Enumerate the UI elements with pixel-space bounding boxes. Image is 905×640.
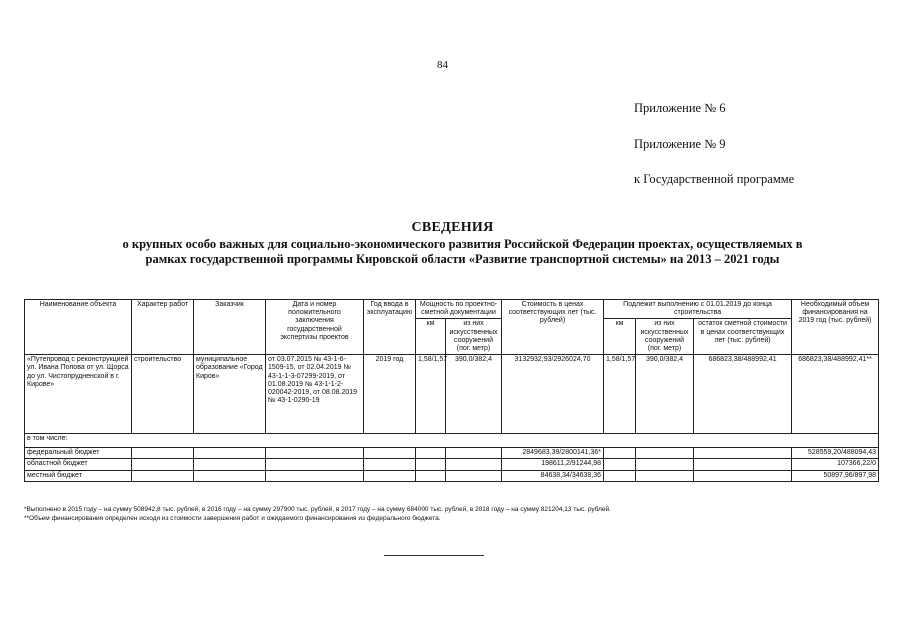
row-cost: 198611,2/91244,98	[502, 459, 604, 470]
subtitle-line-2: рамках государственной программы Кировской области «Развитие транспортной системы» на 2013 – 2021 годы	[145, 252, 780, 266]
header-capacity-km: км	[416, 319, 446, 355]
table-row	[25, 448, 879, 459]
project-complete-remainder: 686823,38/488992,41	[694, 355, 792, 434]
header-character: Характер работ	[132, 300, 194, 355]
footnotes	[24, 505, 611, 523]
table-row	[25, 459, 879, 470]
row-label: областной бюджет	[25, 459, 132, 470]
project-year: 2019 год	[364, 355, 416, 434]
header-capacity-structures: из них искусственных сооружений (пог. метр)	[446, 319, 502, 355]
project-cost: 3132932,93/2926024,70	[502, 355, 604, 434]
header-customer: Заказчик	[194, 300, 266, 355]
row-required: 107366,22/0	[792, 459, 879, 470]
header-to-complete: Подлежит выполнению с 01.01.2019 до конца строительства	[604, 300, 792, 319]
project-capacity-structures: 390,0/382,4	[446, 355, 502, 434]
row-required: 528559,20/488094,43	[792, 448, 879, 459]
project-required: 686823,38/488992,41**	[792, 355, 879, 434]
header-name: Наименование объекта	[25, 300, 132, 355]
header-complete-remainder: остаток сметной стоимости в ценах соответствующих лет (тыс. рублей)	[694, 319, 792, 355]
footnote-two: **Объем финансирования определен исходя из стоимости завершения работ и ожидаемого финансирования из федерального бюджета.	[24, 515, 441, 522]
document-title: СВЕДЕНИЯ	[411, 220, 494, 235]
appendix-line-3: к Государственной программе	[634, 172, 795, 186]
project-customer: муниципальное образование «Город Киров»	[194, 355, 266, 434]
page-number: 84	[437, 59, 448, 71]
project-complete-km: 1,58/1,57	[604, 355, 636, 434]
project-character: строительство	[132, 355, 194, 434]
row-cost: 2849683,39/2800141,36*	[502, 448, 604, 459]
row-required: 50897,96/897,98	[792, 470, 879, 481]
appendix-line-1: Приложение № 6	[634, 101, 726, 115]
subtitle-line-1: о крупных особо важных для социально-экономического развития Российской Федерации проектах, осуществляемых в	[122, 237, 803, 251]
appendix-line-2: Приложение № 9	[634, 137, 726, 151]
project-complete-structures: 390,0/382,4	[636, 355, 694, 434]
including-label: в том числе:	[25, 434, 879, 448]
project-name: «Путепровод с реконструкцией ул. Ивана Попова от ул. Щорса до ул. Чистопрудненской в г. Кирове»	[25, 355, 132, 434]
document-subtitle	[40, 237, 885, 267]
project-expertise: от 03.07.2015 № 43-1-6-1509-15, от 02.04.2019 № 43-1-1-3-07299-2019, от 01.08.2019 № 43-1-1-2-020042-2019, от 08.08.2019 № 43-1-0290-19	[266, 355, 364, 434]
project-capacity-km: 1,58/1,57	[416, 355, 446, 434]
table-row	[25, 470, 879, 481]
header-capacity: Мощность по проектно-сметной документации	[416, 300, 502, 319]
table-row-including	[25, 434, 879, 448]
header-year: Год ввода в эксплуатацию	[364, 300, 416, 355]
table-header-row	[25, 300, 879, 319]
header-cost: Стоимость в ценах соответствующих лет (тыс. рублей)	[502, 300, 604, 355]
table-row-project	[25, 355, 879, 434]
header-required: Необходимый объем финансирования на 2019 год (тыс. рублей)	[792, 300, 879, 355]
projects-table	[24, 299, 879, 482]
bottom-divider	[384, 555, 484, 556]
header-expertise: Дата и номер положительного заключения государственной экспертизы проектов	[266, 300, 364, 355]
header-complete-km: км	[604, 319, 636, 355]
row-cost: 84638,34/34638,36	[502, 470, 604, 481]
row-label: федеральный бюджет	[25, 448, 132, 459]
header-complete-structures: из них искусственных сооружений (пог. метр)	[636, 319, 694, 355]
row-label: местный бюджет	[25, 470, 132, 481]
footnote-one: *Выполнено в 2015 году – на сумму 508942,8 тыс. рублей, в 2016 году – на сумму 297900 тыс. рублей, в 2017 году – на сумму 684000 тыс. рублей, в 2018 году – на сумму 821204,13 тыс. рублей.	[24, 506, 611, 513]
